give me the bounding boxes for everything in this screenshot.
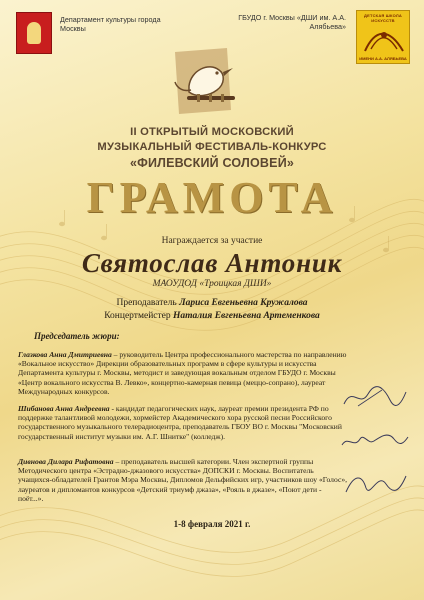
header-left — [16, 12, 166, 58]
jury-member-name: Глазкова Анна Дмитриевна — [18, 350, 112, 359]
festival-line-3: «ФИЛЕВСКИЙ СОЛОВЕЙ» — [129, 156, 295, 170]
festival-line-1: II ОТКРЫТЫЙ МОСКОВСКИЙ — [130, 126, 294, 138]
signature-shibanova — [338, 425, 410, 455]
school-logo-bottom: ИМЕНИ А.А. АЛЯБЬЕВА — [359, 56, 407, 61]
awarded-text: Награждается за участие — [161, 236, 263, 246]
jury-member-name: Дивнова Дилара Рифатовна — [18, 457, 114, 466]
school-name: ГБУДО г. Москвы «ДШИ им. А.А. Алябьева» — [238, 13, 346, 31]
jury-member — [18, 404, 348, 441]
accompanist-name: Наталия Евгеньевна Артеменкова — [172, 311, 320, 321]
recipient-organization: МАОУДОД «Троицкая ДШИ» — [152, 279, 272, 289]
accompanist-line — [0, 311, 424, 321]
jury-member-description: - кандидат педагогических наук, лауреат премии президента РФ по поддержке талантливой молодежи, хормейстер Академического хора русской песни Российского государственного музыкального телерадиоцентра, преподаватель ГБОУ ВО г. Москвы "Московский государственный институт музыки им. А.Г. Шнитке" (колледж). — [18, 404, 342, 441]
jury-member-description: – преподаватель высшей категории. Член экспертной группы Методического центра «Эстрадно-джазового искусства» ДОПСКИ г. Москвы. Воспитатель учащихся-обладателей Грантов Мэра Москвы, Дипломов Дельфийских игр, участников шоу «Голос», лауреатов и дипломантов конкурсов «Детский триумф джаза», «Рояль в джазе», «Поют дети - поёт...». — [18, 457, 348, 503]
teacher-line — [0, 298, 424, 308]
nightingale-icon — [167, 40, 257, 118]
accompanist-label: Концертмейстер — [104, 311, 171, 321]
signature-glazkova — [338, 382, 410, 412]
jury-title: Председатель жюри: — [34, 331, 120, 341]
teacher-label: Преподаватель — [116, 298, 177, 308]
jury-member-name: Шибанова Анна Андреевна — [18, 404, 110, 413]
recipient-name: Святослав Антоник — [81, 248, 343, 278]
signature-divnova — [338, 468, 410, 498]
jury-member-description: – руководитель Центра профессионального мастерства по направлению «Вокальное искусство» Дирекции образовательных программ в сфере культуры и искусства Департамента культуры г. Москвы, методист и заведующая вокальным отделом ГБУДО г. Москвы «Центр вокального искусства В. Левко», концертно-камерная певица (меццо-сопрано), лауреат Международных конкурсов. — [18, 350, 347, 396]
jury-member — [18, 350, 348, 396]
school-logo — [356, 10, 410, 64]
event-dates: 1-8 февраля 2021 г. — [173, 519, 251, 529]
department-name: Департамент культуры города Москвы — [60, 15, 161, 33]
teacher-name: Лариса Евгеньевна Кружалова — [179, 298, 308, 308]
moscow-emblem-icon — [16, 12, 52, 54]
festival-line-2: МУЗЫКАЛЬНЫЙ ФЕСТИВАЛЬ-КОНКУРС — [97, 141, 327, 153]
document-title: ГРАМОТА — [86, 173, 338, 222]
jury-member — [18, 457, 348, 503]
school-logo-top: ДЕТСКАЯ ШКОЛА ИСКУССТВ — [364, 13, 402, 23]
